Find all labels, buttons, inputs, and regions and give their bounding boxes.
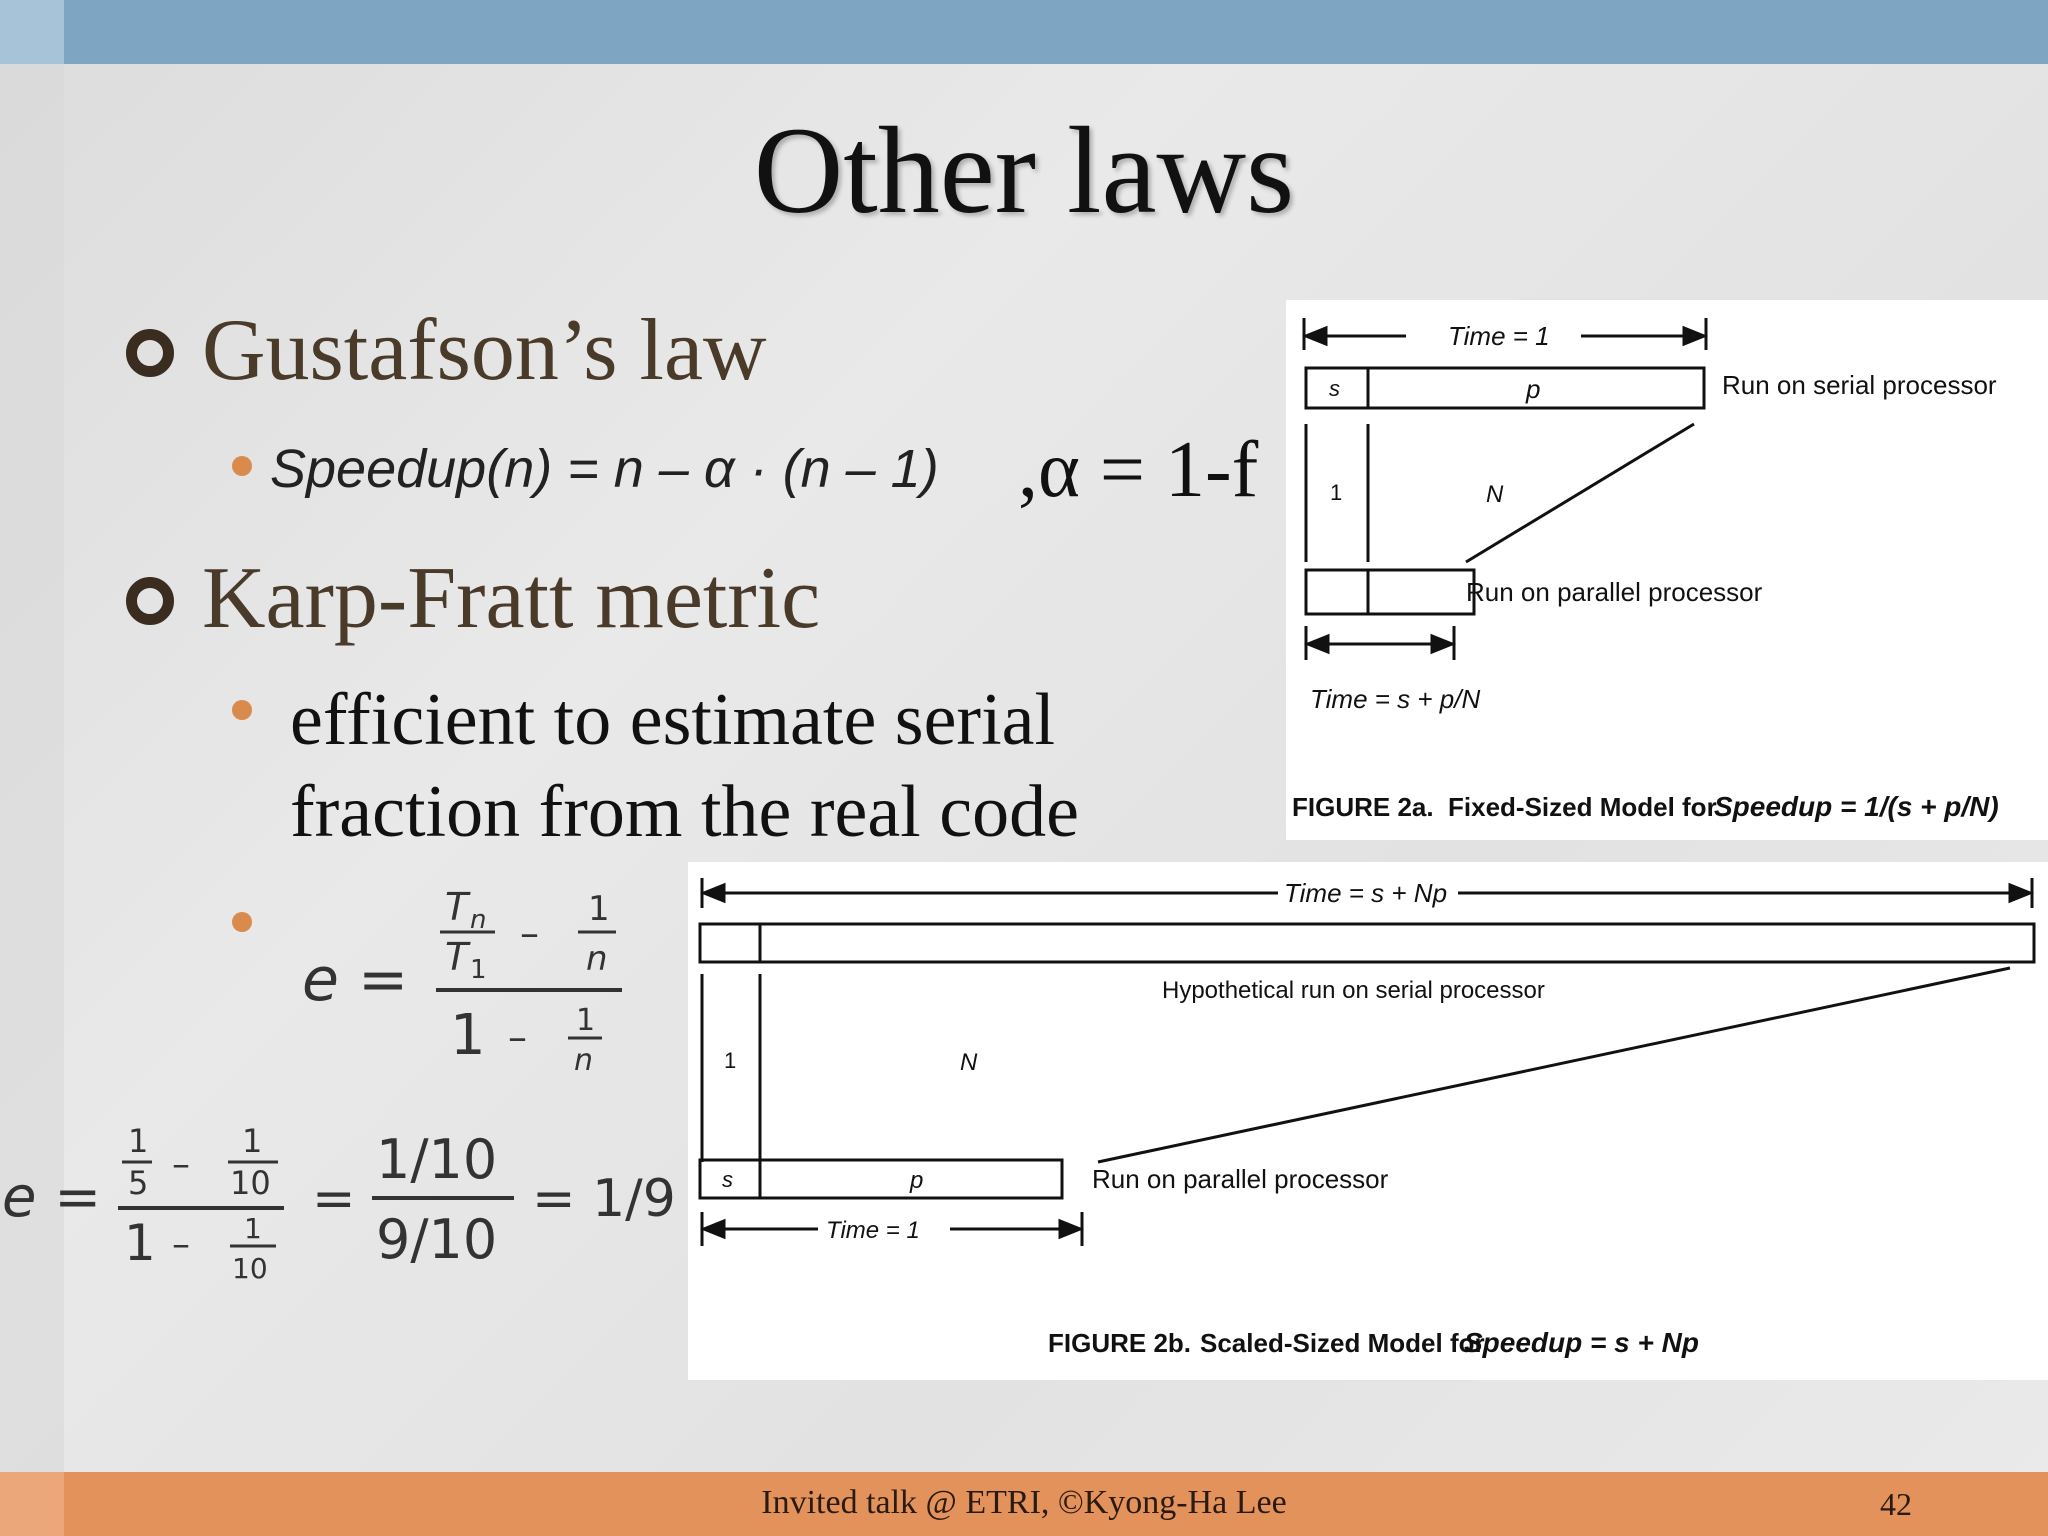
example-mid-num: 1/10 — [376, 1128, 498, 1191]
example-lhs: e = — [2, 1165, 102, 1230]
dot-bullet-icon — [232, 912, 252, 932]
example-frac: 1 — [128, 1122, 149, 1160]
example-mid-den: 9/10 — [376, 1208, 498, 1271]
formula-t: T — [445, 885, 469, 929]
formula-n: n — [586, 939, 608, 979]
top-bar-accent — [0, 0, 64, 64]
fig-a-serial-label: Run on serial processor — [1722, 370, 1997, 400]
figure-2a — [1286, 300, 2048, 840]
bullet-karp-fratt — [126, 548, 820, 649]
top-bar — [0, 0, 2048, 64]
example-one: 1 — [124, 1214, 156, 1272]
fig-a-s: s — [1329, 376, 1340, 401]
gustafson-formula: Speedup(n) = n – α · (n – 1) — [270, 439, 939, 499]
formula-minus: – — [508, 1015, 527, 1059]
karp-formula-general — [290, 870, 650, 1090]
figure-2b — [688, 862, 2048, 1380]
example-frac: 10 — [230, 1164, 271, 1202]
alpha-note: ,α = 1-f — [1018, 426, 1259, 514]
bullet-gustafson — [126, 300, 767, 401]
page-number: 42 — [1880, 1486, 1912, 1522]
fig-a-time-bottom: Time = s + p/N — [1310, 684, 1481, 714]
formula-minus: – — [520, 911, 539, 955]
formula-one: 1 — [588, 889, 610, 929]
example-frac: 1 — [244, 1212, 262, 1245]
fig-a-caption-text: Fixed-Sized Model for — [1448, 792, 1717, 822]
formula-t: T — [445, 935, 469, 979]
slide-title: Other laws — [753, 102, 1295, 239]
fig-a-p: p — [1526, 374, 1541, 404]
karp-text-line2: fraction from the real code — [290, 771, 1079, 853]
fig-b-time-bottom: Time = 1 — [826, 1217, 920, 1244]
footer-text: Invited talk @ ETRI, ©Kyong-Ha Lee — [761, 1484, 1287, 1521]
fig-a-N: N — [1486, 481, 1504, 508]
ring-bullet-icon — [126, 577, 174, 625]
fig-b-p: p — [910, 1167, 924, 1194]
example-frac: 5 — [128, 1164, 149, 1202]
ring-bullet-icon — [126, 329, 174, 377]
fig-a-parallel-label: Run on parallel processor — [1466, 577, 1763, 607]
fig-b-one: 1 — [724, 1048, 737, 1073]
fig-b-hypo-label: Hypothetical run on serial processor — [1162, 977, 1545, 1004]
example-frac: 1 — [242, 1122, 263, 1160]
fig-b-time-top: Time = s + Np — [1284, 878, 1448, 908]
example-minus: – — [172, 1144, 190, 1185]
example-eq: = — [312, 1169, 356, 1229]
dot-bullet-icon — [232, 456, 252, 476]
example-minus: – — [172, 1224, 190, 1265]
formula-one: 1 — [576, 1003, 596, 1038]
karp-formula-example — [0, 1110, 690, 1290]
example-result: = 1/9 — [532, 1169, 676, 1229]
formula-lhs: e = — [302, 945, 409, 1015]
formula-sub-1: 1 — [470, 955, 487, 985]
fig-b-caption-prefix: FIGURE 2b. — [1048, 1328, 1192, 1358]
fig-a-time-top: Time = 1 — [1448, 321, 1550, 351]
fig-b-parallel-label: Run on parallel processor — [1092, 1164, 1389, 1194]
fig-a-one: 1 — [1330, 480, 1343, 505]
fig-a-caption-prefix: FIGURE 2a. — [1292, 792, 1434, 822]
example-frac: 10 — [232, 1252, 268, 1285]
fig-a-caption-formula: Speedup = 1/(s + p/N) — [1714, 791, 1999, 822]
fig-b-caption-formula: Speedup = s + Np — [1464, 1327, 1699, 1358]
karp-heading: Karp-Fratt metric — [202, 550, 821, 647]
fig-b-N: N — [960, 1049, 978, 1076]
fig-b-s: s — [722, 1167, 733, 1192]
formula-sub-n: n — [470, 905, 487, 935]
karp-text-line1: efficient to estimate serial — [290, 679, 1056, 761]
dot-bullet-icon — [232, 700, 252, 720]
gustafson-heading: Gustafson’s law — [202, 302, 767, 399]
formula-n: n — [574, 1043, 594, 1078]
fig-b-caption-text: Scaled-Sized Model for — [1200, 1328, 1485, 1358]
formula-one: 1 — [450, 1003, 486, 1068]
